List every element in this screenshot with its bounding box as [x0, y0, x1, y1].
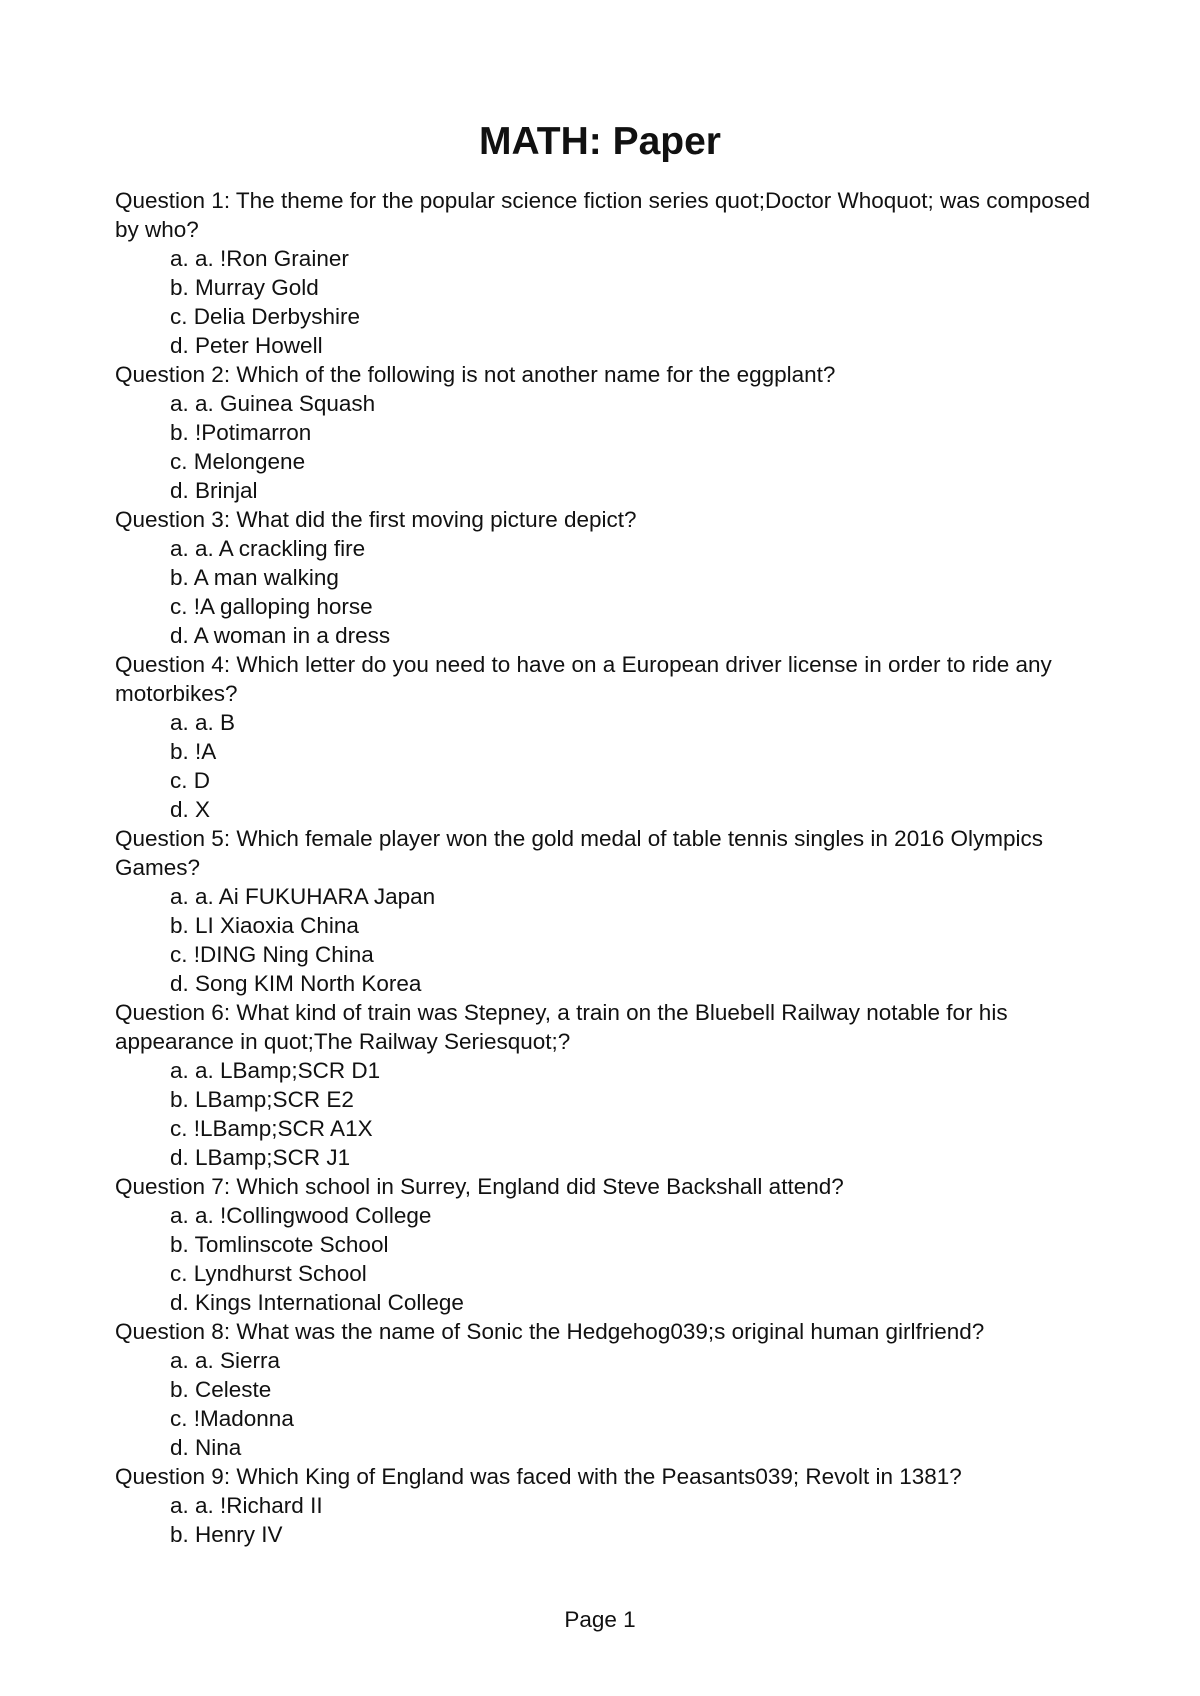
answer-option: a. a. A crackling fire: [170, 536, 366, 561]
answer-option: a. a. Guinea Squash: [170, 391, 376, 416]
answer-options: [115, 534, 1095, 650]
question-8: [115, 1317, 1095, 1462]
question-4: [115, 650, 1095, 824]
answer-option: b. !A: [170, 739, 217, 764]
answer-option: b. Celeste: [170, 1377, 272, 1402]
question-list: [115, 186, 1095, 1549]
answer-option: b. Henry IV: [170, 1522, 283, 1547]
question-7: [115, 1172, 1095, 1317]
question-5: [115, 824, 1095, 998]
question-text: Question 8: What was the name of Sonic the Hedgehog039;s original human girlfriend?: [115, 1319, 985, 1344]
question-text: Question 3: What did the first moving picture depict?: [115, 507, 637, 532]
answer-option: c. D: [170, 768, 211, 793]
answer-options: [115, 1201, 1095, 1317]
question-text: Question 1: The theme for the popular science fiction series quot;Doctor Whoquot; was composed by who?: [115, 188, 1091, 242]
answer-options: [115, 1346, 1095, 1462]
answer-option: b. LI Xiaoxia China: [170, 913, 359, 938]
answer-option: b. Murray Gold: [170, 275, 319, 300]
answer-option: d. Peter Howell: [170, 333, 323, 358]
answer-options: [115, 882, 1095, 998]
answer-options: [115, 1491, 1095, 1549]
answer-option: d. Brinjal: [170, 478, 258, 503]
answer-option: d. LBamp;SCR J1: [170, 1145, 351, 1170]
answer-option: d. Nina: [170, 1435, 242, 1460]
answer-options: [115, 1056, 1095, 1172]
answer-option: b. A man walking: [170, 565, 339, 590]
answer-option: a. a. B: [170, 710, 236, 735]
answer-option: c. Delia Derbyshire: [170, 304, 361, 329]
answer-option: d. A woman in a dress: [170, 623, 391, 648]
question-text: Question 2: Which of the following is not another name for the eggplant?: [115, 362, 836, 387]
page-number: Page 1: [564, 1607, 636, 1632]
question-1: [115, 186, 1095, 360]
answer-option: c. Melongene: [170, 449, 306, 474]
answer-option: c. Lyndhurst School: [170, 1261, 367, 1286]
question-text: Question 5: Which female player won the gold medal of table tennis singles in 2016 Olympics Games?: [115, 826, 1043, 880]
answer-options: [115, 708, 1095, 824]
answer-option: a. a. !Collingwood College: [170, 1203, 432, 1228]
answer-option: d. X: [170, 797, 211, 822]
answer-option: c. !DING Ning China: [170, 942, 374, 967]
answer-option: d. Kings International College: [170, 1290, 464, 1315]
answer-option: a. a. LBamp;SCR D1: [170, 1058, 381, 1083]
answer-option: c. !Madonna: [170, 1406, 294, 1431]
answer-option: c. !A galloping horse: [170, 594, 373, 619]
question-2: [115, 360, 1095, 505]
answer-option: a. a. Sierra: [170, 1348, 281, 1373]
answer-options: [115, 389, 1095, 505]
question-text: Question 9: Which King of England was faced with the Peasants039; Revolt in 1381?: [115, 1464, 962, 1489]
question-6: [115, 998, 1095, 1172]
answer-option: b. Tomlinscote School: [170, 1232, 389, 1257]
page-title: MATH: Paper: [479, 120, 721, 163]
answer-option: a. a. Ai FUKUHARA Japan: [170, 884, 436, 909]
question-3: [115, 505, 1095, 650]
answer-option: a. a. !Richard II: [170, 1493, 323, 1518]
question-text: Question 6: What kind of train was Stepney, a train on the Bluebell Railway notable for his appearance in quot;The Railway Seriesquot;?: [115, 1000, 1008, 1054]
question-9: [115, 1462, 1095, 1549]
answer-option: b. LBamp;SCR E2: [170, 1087, 354, 1112]
question-text: Question 4: Which letter do you need to have on a European driver license in order to ride any motorbikes?: [115, 652, 1052, 706]
question-text: Question 7: Which school in Surrey, England did Steve Backshall attend?: [115, 1174, 844, 1199]
answer-option: a. a. !Ron Grainer: [170, 246, 349, 271]
answer-option: b. !Potimarron: [170, 420, 312, 445]
answer-option: d. Song KIM North Korea: [170, 971, 422, 996]
answer-option: c. !LBamp;SCR A1X: [170, 1116, 373, 1141]
answer-options: [115, 244, 1095, 360]
